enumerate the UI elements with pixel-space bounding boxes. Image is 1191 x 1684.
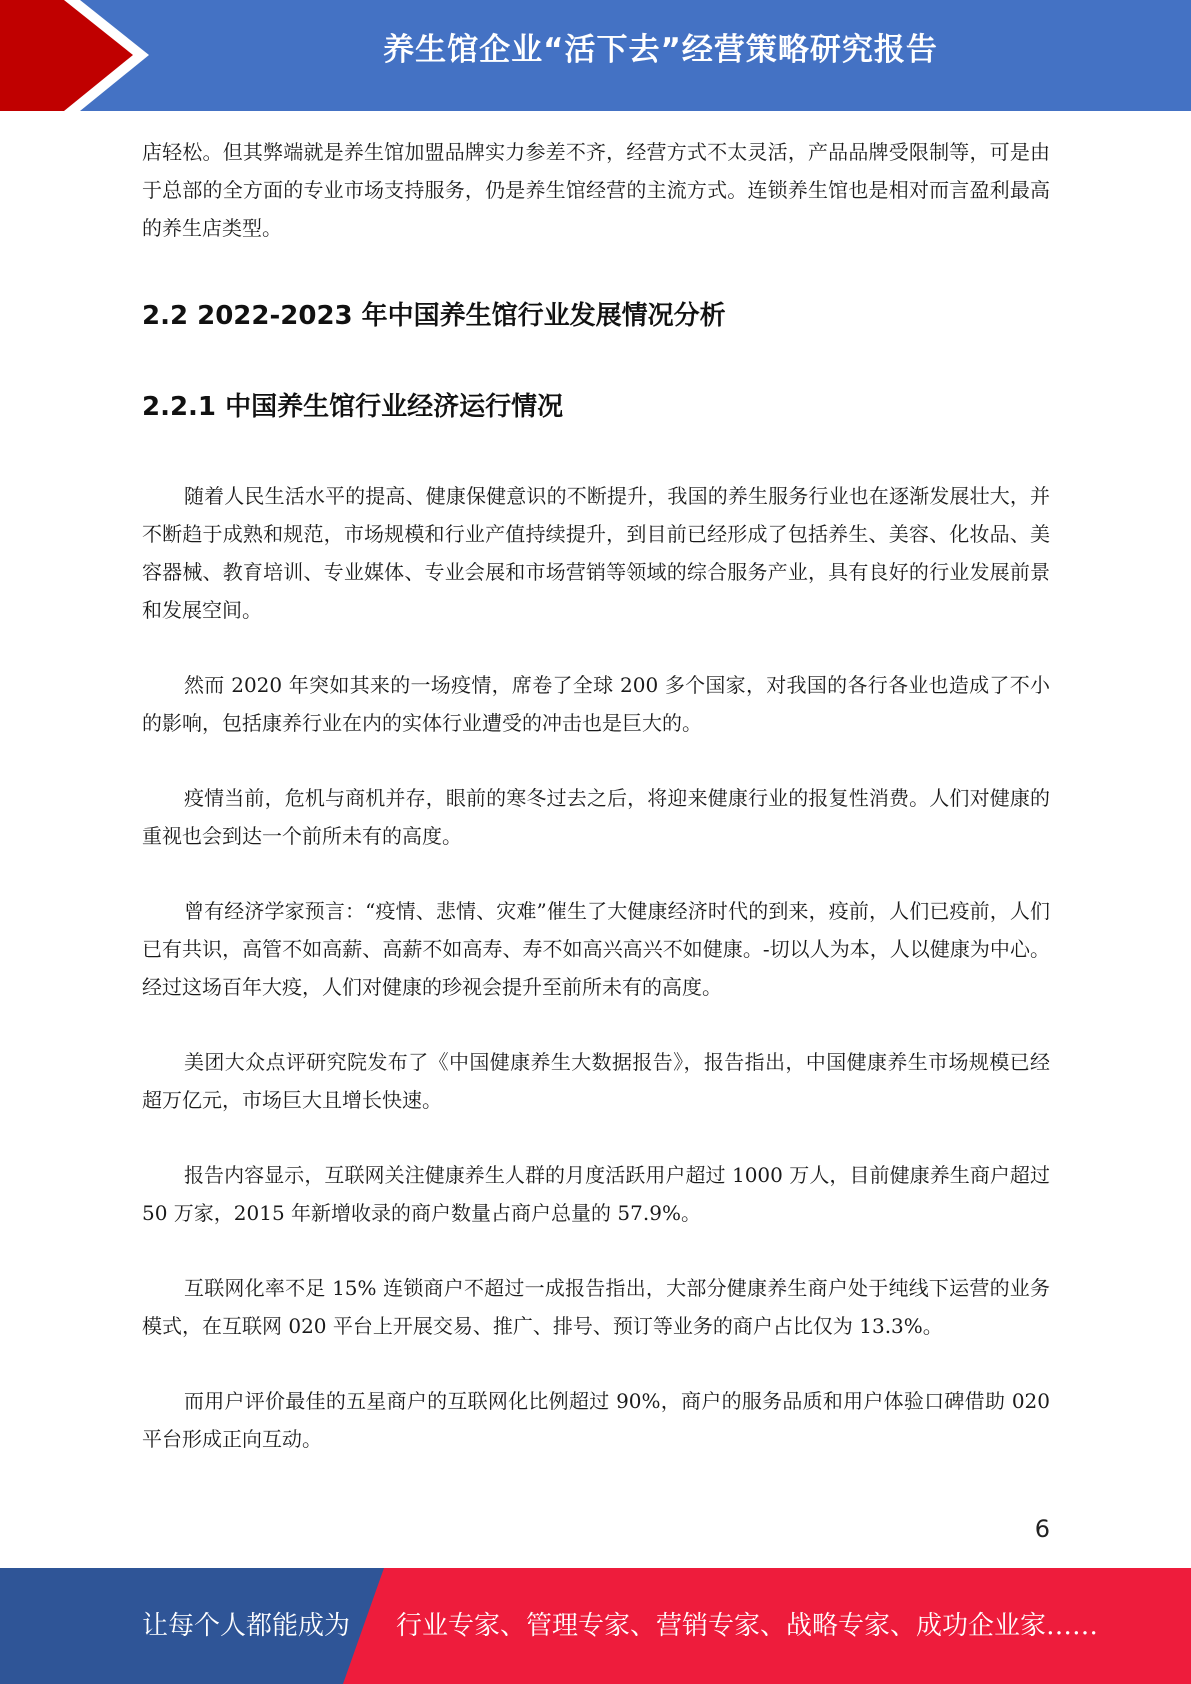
intro-paragraph: 店轻松。但其弊端就是养生馆加盟品牌实力参差不齐，经营方式不太灵活，产品品牌受限制等，可是由于总部的全方面的专业市场支持服务，仍是养生馆经营的主流方式。连锁养生馆也是相对而言盈利最高的养生店类型。 [142,140,1050,240]
body-paragraph: 而用户评价最佳的五星商户的互联网化比例超过 90%，商户的服务品质和用户体验口碑借助 020 平台形成正向互动。 [142,1389,1050,1451]
document-body [142,133,1050,1458]
footer-band [0,1568,1191,1684]
footer-slogan-left: 让每个人都能成为 [142,1611,351,1641]
footer-slogan-right: 行业专家、管理专家、营销专家、战略专家、成功企业家…… [396,1611,1099,1641]
body-paragraph: 然而 2020 年突如其来的一场疫情，席卷了全球 200 多个国家，对我国的各行各业也造成了不小的影响，包括康养行业在内的实体行业遭受的冲击也是巨大的。 [142,673,1050,735]
header-band [0,0,1191,111]
body-paragraph: 美团大众点评研究院发布了《中国健康养生大数据报告》，报告指出，中国健康养生市场规模已经超万亿元，市场巨大且增长快速。 [142,1050,1050,1112]
section-heading: 2.2 2022-2023 年中国养生馆行业发展情况分析 [142,301,726,331]
body-paragraph: 疫情当前，危机与商机并存，眼前的寒冬过去之后，将迎来健康行业的报复性消费。人们对健康的重视也会到达一个前所未有的高度。 [142,786,1050,848]
body-paragraph: 报告内容显示，互联网关注健康养生人群的月度活跃用户超过 1000 万人，目前健康养生商户超过 50 万家，2015 年新增收录的商户数量占商户总量的 57.9%。 [142,1163,1050,1225]
report-title: 养生馆企业“活下去”经营策略研究报告 [383,32,938,68]
body-paragraph: 随着人民生活水平的提高、健康保健意识的不断提升，我国的养生服务行业也在逐渐发展壮大，并不断趋于成熟和规范，市场规模和行业产值持续提升，到目前已经形成了包括养生、美容、化妆品、美容器械、教育培训、专业媒体、专业会展和市场营销等领域的综合服务产业，具有良好的行业发展前景和发展空间。 [142,484,1050,622]
subsection-heading: 2.2.1 中国养生馆行业经济运行情况 [142,392,564,422]
body-paragraph: 曾有经济学家预言：“疫情、悲情、灾难”催生了大健康经济时代的到来，疫前，人们已疫前，人们已有共识，高管不如高薪、高薪不如高寿、寿不如高兴高兴不如健康。-切以人为本，人以健康为中心。经过这场百年大疫，人们对健康的珍视会提升至前所未有的高度。 [142,899,1050,999]
page-number: 6 [1034,1515,1050,1543]
body-paragraph: 互联网化率不足 15% 连锁商户不超过一成报告指出，大部分健康养生商户处于纯线下运营的业务模式，在互联网 020 平台上开展交易、推广、排号、预订等业务的商户占比仅为 13.3%。 [142,1276,1050,1338]
